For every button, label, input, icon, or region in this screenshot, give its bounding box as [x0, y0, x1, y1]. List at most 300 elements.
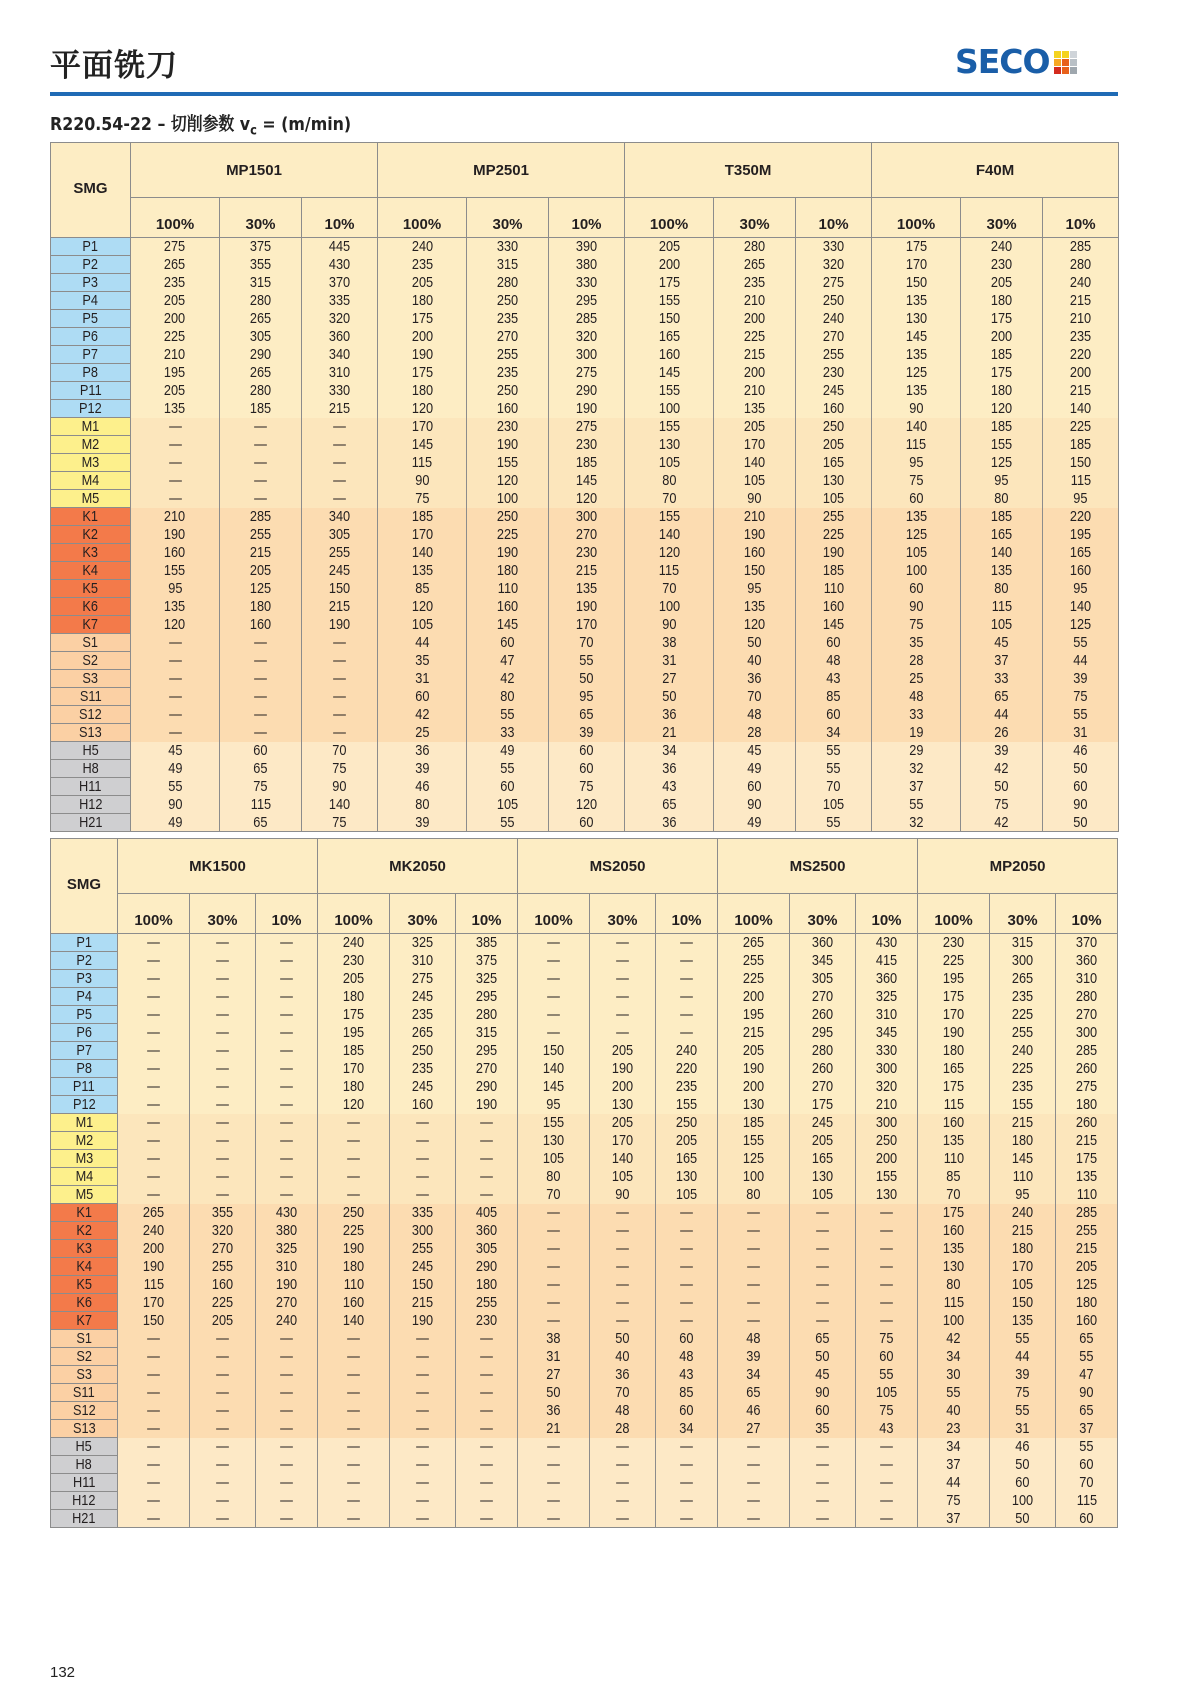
smg-label: M5 — [75, 1186, 93, 1203]
value-cell — [918, 1222, 990, 1240]
value-text: 28 — [615, 1420, 630, 1437]
value-text: — — [680, 1006, 693, 1023]
value-cell — [872, 760, 961, 778]
value-cell — [718, 1042, 790, 1060]
value-text: — — [816, 1492, 829, 1509]
table-row — [51, 346, 1119, 364]
smg-cell — [51, 670, 131, 688]
value-text: — — [280, 952, 293, 969]
value-text: 225 — [211, 1294, 234, 1311]
value-text: 80 — [994, 580, 1009, 597]
value-text: — — [880, 1240, 893, 1257]
value-cell — [961, 310, 1043, 328]
value-text: — — [416, 1114, 429, 1131]
value-cell — [872, 364, 961, 382]
value-text: — — [747, 1276, 760, 1293]
value-text: — — [747, 1456, 760, 1473]
value-cell — [220, 616, 302, 634]
value-cell — [872, 814, 961, 832]
value-cell — [302, 256, 378, 274]
value-cell — [390, 1348, 456, 1366]
percent-header: 30% — [790, 894, 856, 934]
value-cell — [990, 1186, 1056, 1204]
value-text: — — [168, 652, 182, 669]
smg-cell — [51, 1222, 118, 1240]
value-cell — [256, 1114, 318, 1132]
value-cell — [456, 1330, 518, 1348]
value-cell — [1056, 1402, 1118, 1420]
smg-cell — [51, 1474, 118, 1492]
value-text: 265 — [742, 934, 765, 952]
value-cell — [990, 934, 1056, 952]
value-cell — [467, 814, 549, 832]
value-text: 180 — [342, 1258, 365, 1275]
value-cell — [714, 688, 796, 706]
value-text: 375 — [475, 952, 498, 969]
value-text: — — [880, 1294, 893, 1311]
value-text: 300 — [875, 1060, 898, 1077]
value-cell — [1056, 1042, 1118, 1060]
value-cell — [131, 400, 220, 418]
value-cell — [118, 1186, 190, 1204]
value-text: 170 — [142, 1294, 165, 1311]
value-text: — — [480, 1438, 493, 1455]
value-cell — [796, 382, 872, 400]
value-cell — [656, 1150, 718, 1168]
value-cell — [714, 418, 796, 436]
value-text: 105 — [611, 1168, 634, 1185]
value-text: 120 — [411, 400, 433, 417]
value-cell — [856, 1402, 918, 1420]
value-cell — [656, 1114, 718, 1132]
value-cell — [590, 1042, 656, 1060]
percent-header: 30% — [590, 894, 656, 934]
value-text: 135 — [905, 382, 927, 399]
value-text: 25 — [908, 670, 924, 687]
smg-label: S3 — [82, 670, 99, 687]
value-cell — [718, 1150, 790, 1168]
value-text: — — [216, 970, 229, 987]
value-text: 65 — [253, 813, 268, 831]
value-text: 225 — [342, 1222, 365, 1239]
value-cell — [131, 508, 220, 526]
value-cell — [220, 400, 302, 418]
value-text: — — [480, 1132, 493, 1149]
value-cell — [456, 1258, 518, 1276]
value-cell — [467, 706, 549, 724]
value-cell — [302, 346, 378, 364]
value-text: 355 — [249, 256, 272, 273]
value-text: 360 — [1075, 952, 1098, 969]
value-cell — [796, 652, 872, 670]
value-cell — [390, 1186, 456, 1204]
value-cell — [318, 970, 390, 988]
value-text: 60 — [1015, 1474, 1030, 1491]
value-cell — [590, 1150, 656, 1168]
value-text: 160 — [822, 400, 845, 417]
value-cell — [467, 364, 549, 382]
value-cell — [256, 1438, 318, 1456]
value-cell — [1043, 418, 1119, 436]
table-row — [51, 1474, 1118, 1492]
value-text: — — [147, 1456, 160, 1473]
value-text: 60 — [679, 1330, 694, 1347]
value-cell — [918, 1258, 990, 1276]
table-row — [51, 1078, 1118, 1096]
smg-cell — [51, 778, 131, 796]
value-cell — [718, 1222, 790, 1240]
table-row — [51, 1420, 1118, 1438]
value-cell — [590, 970, 656, 988]
value-text: — — [147, 1330, 160, 1347]
value-text: 270 — [496, 328, 519, 345]
value-text: 135 — [1075, 1168, 1098, 1185]
value-text: — — [168, 436, 182, 453]
value-text: 160 — [496, 598, 519, 615]
value-cell — [1043, 814, 1119, 832]
value-cell — [467, 490, 549, 508]
value-text: — — [416, 1402, 429, 1419]
value-text: — — [880, 1509, 893, 1527]
table-row — [51, 238, 1119, 256]
value-text: 130 — [942, 1258, 965, 1275]
value-text: 55 — [946, 1384, 961, 1401]
smg-cell — [51, 706, 131, 724]
value-cell — [256, 1402, 318, 1420]
value-text: 235 — [1011, 988, 1034, 1005]
smg-cell — [51, 562, 131, 580]
value-cell — [872, 544, 961, 562]
smg-label: H21 — [78, 814, 103, 831]
value-text: — — [680, 952, 693, 969]
value-cell — [856, 1510, 918, 1528]
smg-label: S3 — [76, 1366, 92, 1383]
value-text: 205 — [164, 292, 186, 309]
value-cell — [656, 1366, 718, 1384]
value-text: 255 — [822, 508, 845, 525]
value-text: — — [547, 1492, 560, 1509]
value-cell — [518, 1438, 590, 1456]
value-cell — [220, 706, 302, 724]
value-text: 205 — [743, 418, 766, 435]
table-row — [51, 634, 1119, 652]
value-text: 190 — [475, 1096, 498, 1113]
value-cell — [718, 1402, 790, 1420]
value-text: 36 — [747, 670, 762, 687]
smg-label: K5 — [82, 580, 99, 597]
value-text: 26 — [994, 724, 1009, 741]
value-cell — [961, 418, 1043, 436]
table-row — [51, 1222, 1118, 1240]
value-text: 21 — [546, 1420, 561, 1437]
value-text: — — [416, 1150, 429, 1167]
value-cell — [118, 1294, 190, 1312]
smg-cell — [51, 1438, 118, 1456]
value-text: 33 — [908, 706, 924, 723]
smg-cell — [51, 490, 131, 508]
value-cell — [118, 1204, 190, 1222]
value-text: — — [680, 1312, 693, 1329]
smg-cell — [51, 796, 131, 814]
value-cell — [718, 1492, 790, 1510]
value-text: 230 — [575, 436, 598, 453]
value-cell — [390, 1168, 456, 1186]
value-cell — [131, 814, 220, 832]
value-text: 215 — [411, 1294, 434, 1311]
value-text: 230 — [822, 364, 845, 381]
smg-cell — [51, 1096, 118, 1114]
smg-cell — [51, 760, 131, 778]
value-text: — — [616, 988, 629, 1005]
value-text: 240 — [1011, 1204, 1034, 1221]
value-text: — — [147, 1509, 160, 1527]
value-cell — [856, 988, 918, 1006]
value-cell — [872, 256, 961, 274]
smg-label: H21 — [72, 1510, 96, 1527]
value-text: 305 — [249, 328, 272, 345]
value-cell — [378, 760, 467, 778]
value-text: 270 — [1075, 1006, 1098, 1023]
value-cell — [590, 1294, 656, 1312]
smg-label: S11 — [79, 688, 102, 705]
value-cell — [872, 688, 961, 706]
value-text: 34 — [661, 742, 677, 759]
value-text: 42 — [946, 1330, 961, 1347]
value-text: 175 — [342, 1006, 365, 1023]
value-cell — [390, 1510, 456, 1528]
value-cell — [790, 1330, 856, 1348]
value-cell — [390, 1366, 456, 1384]
value-cell — [220, 526, 302, 544]
value-text: — — [254, 724, 267, 741]
value-cell — [714, 616, 796, 634]
value-cell — [790, 1384, 856, 1402]
value-text: — — [416, 1366, 429, 1383]
value-text: 90 — [747, 796, 762, 813]
value-text: — — [168, 724, 182, 741]
value-cell — [131, 706, 220, 724]
value-cell — [131, 598, 220, 616]
value-cell — [456, 1348, 518, 1366]
value-cell — [456, 1132, 518, 1150]
value-text: 200 — [875, 1150, 898, 1167]
value-text: 125 — [990, 454, 1013, 471]
value-text: 180 — [249, 598, 272, 615]
value-text: 430 — [875, 934, 898, 952]
table-row — [51, 544, 1119, 562]
value-text: — — [547, 988, 560, 1005]
value-cell — [220, 580, 302, 598]
value-cell — [390, 1204, 456, 1222]
smg-cell — [51, 1168, 118, 1186]
value-text: 49 — [747, 813, 762, 831]
value-cell — [456, 1420, 518, 1438]
value-text: 65 — [253, 760, 268, 777]
value-cell — [549, 526, 625, 544]
value-cell — [625, 706, 714, 724]
value-cell — [518, 1348, 590, 1366]
value-cell — [718, 1420, 790, 1438]
value-text: 210 — [875, 1096, 898, 1113]
smg-label: M1 — [75, 1114, 93, 1131]
table-row — [51, 1402, 1118, 1420]
value-cell — [467, 580, 549, 598]
value-cell — [590, 1474, 656, 1492]
value-text: 325 — [875, 988, 898, 1005]
value-cell — [718, 970, 790, 988]
value-cell — [590, 1258, 656, 1276]
value-text: 255 — [1011, 1024, 1034, 1041]
value-text: 445 — [328, 238, 351, 256]
value-cell — [856, 1168, 918, 1186]
value-cell — [714, 454, 796, 472]
value-text: 310 — [411, 952, 434, 969]
value-cell — [190, 1006, 256, 1024]
value-text: — — [147, 1006, 160, 1023]
logo-mark-icon — [1054, 51, 1077, 74]
value-cell — [549, 580, 625, 598]
value-text: 70 — [747, 688, 762, 705]
value-cell — [790, 1474, 856, 1492]
value-cell — [796, 400, 872, 418]
value-text: 95 — [167, 580, 183, 597]
value-cell — [390, 1456, 456, 1474]
value-cell — [131, 310, 220, 328]
value-cell — [796, 544, 872, 562]
value-text: 70 — [661, 490, 677, 507]
value-cell — [118, 1348, 190, 1366]
value-text: — — [280, 1078, 293, 1095]
table-row — [51, 382, 1119, 400]
value-text: 245 — [411, 1078, 434, 1095]
table-row — [51, 1294, 1118, 1312]
value-text: 200 — [743, 310, 766, 327]
value-cell — [714, 256, 796, 274]
percent-header: 30% — [714, 198, 796, 238]
value-text: — — [168, 418, 182, 435]
value-text: 240 — [822, 310, 845, 327]
value-cell — [390, 1258, 456, 1276]
value-text: — — [147, 970, 160, 987]
value-text: 155 — [658, 418, 680, 435]
value-text: — — [816, 1456, 829, 1473]
value-text: 165 — [822, 454, 845, 471]
percent-header: 30% — [390, 894, 456, 934]
value-text: 280 — [1075, 988, 1098, 1005]
value-cell — [718, 1132, 790, 1150]
value-cell — [590, 1222, 656, 1240]
value-cell — [625, 724, 714, 742]
value-text: 210 — [164, 346, 186, 363]
value-text: 320 — [575, 328, 598, 345]
value-text: 180 — [942, 1042, 965, 1059]
percent-header: 30% — [990, 894, 1056, 934]
smg-label: P1 — [82, 238, 99, 255]
value-text: 290 — [475, 1078, 498, 1095]
value-cell — [590, 1366, 656, 1384]
value-cell — [390, 970, 456, 988]
value-text: 65 — [1079, 1330, 1094, 1347]
table-row — [51, 814, 1119, 832]
value-cell — [961, 562, 1043, 580]
table-row — [51, 1150, 1118, 1168]
table-row — [51, 1186, 1118, 1204]
value-text: 370 — [1075, 934, 1098, 952]
value-cell — [220, 382, 302, 400]
value-text: 36 — [661, 813, 677, 831]
value-cell — [990, 1438, 1056, 1456]
value-cell — [961, 382, 1043, 400]
value-text: 35 — [414, 652, 430, 669]
value-cell — [790, 1204, 856, 1222]
value-text: 55 — [500, 760, 515, 777]
value-cell — [918, 952, 990, 970]
value-cell — [918, 934, 990, 952]
value-cell — [549, 670, 625, 688]
value-text: 205 — [249, 562, 272, 579]
value-cell — [467, 346, 549, 364]
value-cell — [220, 454, 302, 472]
smg-label: S2 — [76, 1348, 92, 1365]
value-text: 265 — [411, 1024, 434, 1041]
value-cell — [990, 1474, 1056, 1492]
value-cell — [990, 1510, 1056, 1528]
value-cell — [856, 1024, 918, 1042]
value-text: 140 — [328, 796, 351, 813]
smg-cell — [51, 1060, 118, 1078]
value-cell — [549, 778, 625, 796]
value-text: 415 — [875, 952, 898, 969]
value-cell — [714, 724, 796, 742]
logo-square — [1070, 51, 1077, 58]
value-text: 115 — [658, 562, 680, 579]
smg-cell — [51, 1186, 118, 1204]
value-text: — — [280, 934, 293, 952]
smg-label: H8 — [75, 1456, 93, 1473]
value-text: — — [216, 1042, 229, 1059]
value-cell — [872, 382, 961, 400]
value-cell — [518, 1456, 590, 1474]
value-cell — [131, 562, 220, 580]
value-cell — [790, 1024, 856, 1042]
value-cell — [131, 778, 220, 796]
value-text: 275 — [575, 418, 598, 435]
value-cell — [625, 454, 714, 472]
value-cell — [378, 508, 467, 526]
value-text: 49 — [747, 760, 762, 777]
smg-label: H11 — [79, 778, 102, 795]
value-text: 37 — [1079, 1420, 1094, 1437]
value-cell — [256, 1096, 318, 1114]
value-text: 215 — [1011, 1222, 1034, 1239]
value-text: 355 — [211, 1204, 234, 1221]
value-cell — [961, 796, 1043, 814]
value-text: — — [147, 1060, 160, 1077]
value-text: — — [216, 1078, 229, 1095]
value-cell — [190, 1348, 256, 1366]
value-cell — [1056, 1114, 1118, 1132]
value-text: 55 — [500, 813, 515, 831]
value-cell — [220, 634, 302, 652]
value-text: 245 — [411, 1258, 434, 1275]
value-text: — — [747, 1222, 760, 1239]
value-text: — — [616, 1006, 629, 1023]
value-cell — [718, 934, 790, 952]
table-row — [51, 970, 1118, 988]
page-number: 132 — [50, 1664, 76, 1681]
value-cell — [790, 1456, 856, 1474]
value-cell — [718, 1168, 790, 1186]
